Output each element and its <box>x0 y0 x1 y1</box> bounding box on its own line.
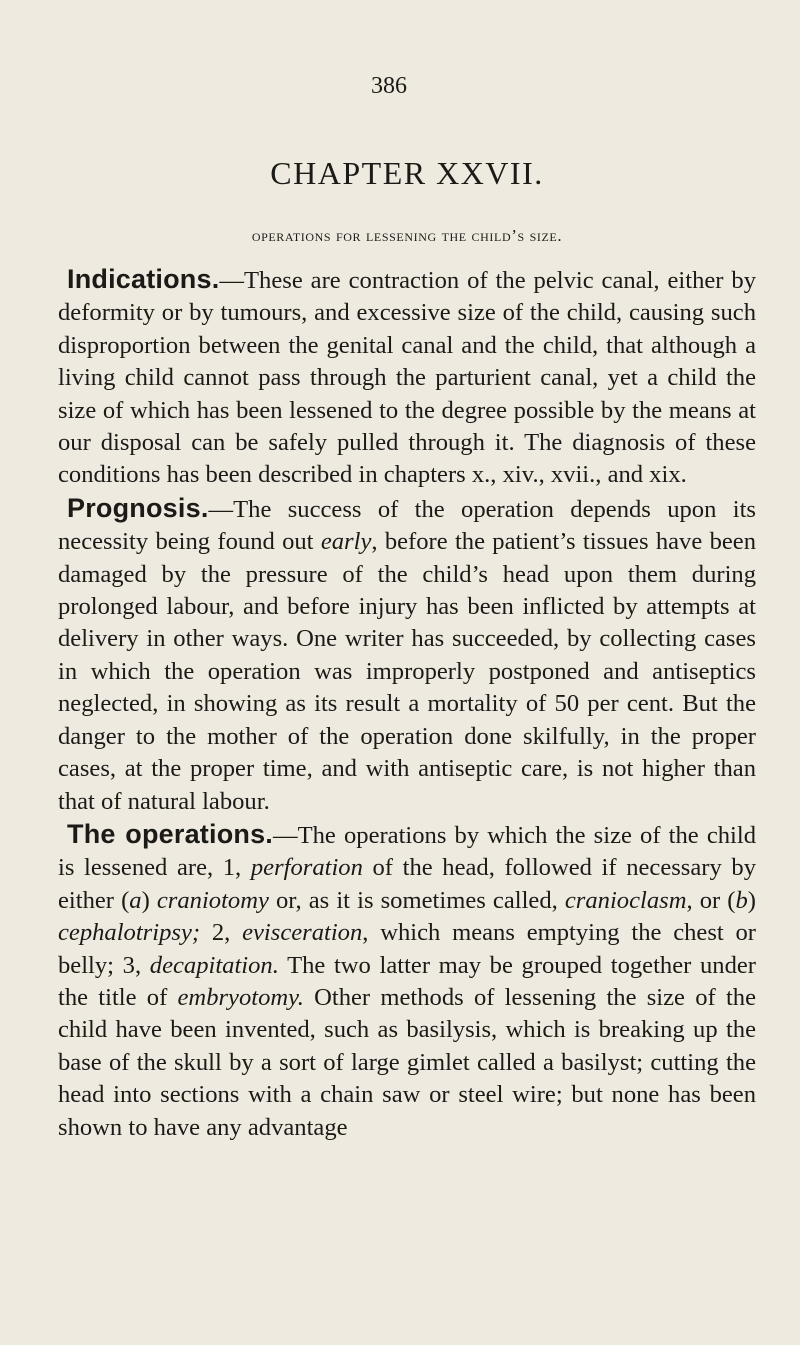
operations-text: 2, <box>200 919 243 947</box>
operations-text: The two latter may be grouped together under the title of <box>58 951 756 1011</box>
section-heading-operations: The operations. <box>67 818 274 849</box>
operations-text: ) <box>141 886 157 914</box>
term-cranioclasm: cranioclasm <box>564 886 687 914</box>
term-cephalotripsy: cephalotripsy; <box>58 919 201 947</box>
term-decapitation: decapitation. <box>149 951 279 979</box>
emphasis-early: early <box>320 528 372 556</box>
operations-text: The operations by which the size of the child is lessened are, 1, <box>58 821 756 882</box>
heading-separator: — <box>219 267 245 294</box>
body-text <box>58 263 756 1144</box>
term-embryotomy: embryotomy. <box>177 983 304 1011</box>
term-evisceration: evisceration <box>242 919 363 947</box>
operations-text: of the head, followed if necessary by either ( <box>58 854 756 914</box>
prognosis-text: The success of the operation depends upon its necessity being found out <box>58 495 756 556</box>
term-perforation: perforation <box>250 854 363 882</box>
operations-text: or, as it is sometimes called, <box>268 886 565 914</box>
operations-text: Other methods of lessening the size of the child have been invented, such as basilysis, which is breaking up the base of the skull by a sort of large gimlet called a basilyst; cutting the head into sections with a chain saw or steel wire; but none has been shown to have any advantage <box>58 983 756 1141</box>
page-number: 386 <box>371 73 407 99</box>
term-a: a <box>129 886 142 914</box>
chapter-subtitle: operations for lessening the child’s size. <box>251 226 563 245</box>
paragraph-prognosis <box>58 492 756 818</box>
term-b: b <box>735 886 748 914</box>
paragraph-operations <box>58 818 756 1144</box>
section-heading-prognosis: Prognosis. <box>67 492 209 523</box>
operations-text: ) <box>747 886 756 914</box>
chapter-title: CHAPTER XXVII. <box>270 155 544 191</box>
section-heading-indications: Indications. <box>67 264 220 294</box>
indications-text: These are contraction of the pelvic canal, either by deformity or by tumours, and excessive size of the child, causing such disproportion between the genital canal and the child, that although a living child cannot pass through the parturient canal, yet a child the size of which has been lessened to the degree possible by the means at our disposal can be safely pulled through it. The diagnosis of these conditions has been described in chapters x., xiv., xvii., and xix. <box>58 267 756 489</box>
term-craniotomy: craniotomy <box>156 886 269 914</box>
operations-text: , which means emptying the chest or belly; 3, <box>58 919 756 979</box>
paragraph-indications <box>58 263 756 492</box>
heading-separator: — <box>273 821 298 849</box>
operations-text: , or ( <box>686 886 736 914</box>
prognosis-text: , before the patient’s tissues have been damaged by the pressure of the child’s head upon them during prolonged labour, and before injury has been inflicted by attempts at delivery in other ways. One writer has succeeded, by collecting cases in which the operation was improperly postponed and antiseptics neglected, in showing as its result a mortality of 50 per cent. But the danger to the mother of the operation done skilfully, in the proper cases, at the proper time, and with antiseptic care, is not higher than that of natural labour. <box>58 528 756 815</box>
heading-separator: — <box>208 495 234 523</box>
